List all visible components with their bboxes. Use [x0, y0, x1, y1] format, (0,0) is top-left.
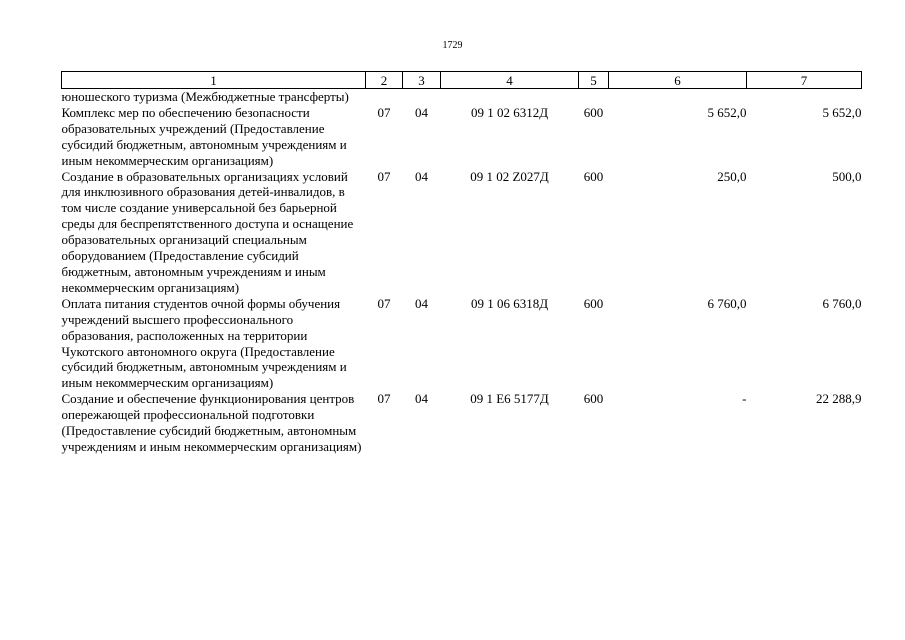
column-header: 4: [441, 72, 579, 89]
row-amount-col6: [609, 89, 747, 105]
row-subsection: 04: [415, 391, 428, 407]
row-subsection: 04: [415, 104, 428, 120]
row-target-code: 09 1 02 Z027Д: [470, 168, 549, 184]
row-subsection: 04: [415, 295, 428, 311]
column-header: 6: [609, 72, 747, 89]
row-amount-col6: 6 760,0: [707, 295, 747, 311]
row-target-code: 09 1 E6 5177Д: [470, 391, 549, 407]
row-subsection: 04: [415, 168, 428, 184]
row-expense-type: 600: [583, 295, 604, 311]
row-target-code: [441, 89, 579, 105]
budget-table: [61, 71, 862, 455]
row-target-code: 09 1 06 6318Д: [470, 295, 549, 311]
row-description: Комплекс мер по обеспечению безопасности образовательных учреждений (Предоставление субсидий бюджетным, автономным учреждениям и иным некоммерческим организациям): [61, 104, 347, 168]
row-section: 07: [377, 104, 391, 120]
row-section: 07: [377, 391, 391, 407]
row-description: юношеского туризма (Межбюджетные трансферты): [61, 89, 349, 104]
row-amount-col6: 5 652,0: [707, 104, 747, 120]
row-expense-type: 600: [583, 391, 604, 407]
row-section: 07: [377, 168, 391, 184]
table-row: [62, 89, 862, 105]
row-amount-col7: 500,0: [832, 168, 862, 184]
table-row: [62, 391, 862, 455]
table-row: [62, 105, 862, 169]
row-target-code: 09 1 02 6312Д: [470, 104, 549, 120]
row-description: Оплата питания студентов очной формы обучения учреждений высшего профессионального образования, расположенных на территории Чукотского автономного округа (Предоставление субсидий бюджетным, автономным учреждениям и иным некоммерческим организациям): [61, 295, 347, 391]
row-description: Создание и обеспечение функционирования центров опережающей профессиональной подготовки (Предоставление субсидий бюджетным, автономным учреждениям и иным некоммерческим организациям): [61, 391, 362, 454]
row-expense-type: 600: [583, 168, 604, 184]
row-amount-col6: -: [742, 391, 747, 407]
row-expense-type: [579, 89, 609, 105]
column-header: 3: [403, 72, 441, 89]
row-section: [366, 89, 403, 105]
row-amount-col7: 5 652,0: [822, 104, 862, 120]
page-number: 1729: [442, 40, 463, 51]
row-amount-col7: 6 760,0: [822, 295, 862, 311]
table-row: [62, 169, 862, 296]
column-header: 1: [62, 72, 366, 89]
row-subsection: [403, 89, 441, 105]
column-header: 5: [579, 72, 609, 89]
column-header: 2: [366, 72, 403, 89]
row-section: 07: [377, 295, 391, 311]
table-header-row: [62, 72, 862, 89]
row-expense-type: 600: [583, 104, 604, 120]
column-header: 7: [747, 72, 862, 89]
table-row: [62, 296, 862, 391]
row-description: Создание в образовательных организациях условий для инклюзивного образования детей-инвалидов, в том числе создание универсальной без барьерной среды для беспрепятственного доступа и оснащение образовательных организаций специальным оборудованием (Предоставление субсидий бюджетным, автономным учреждениям и иным некоммерческим организациям): [61, 168, 354, 295]
row-amount-col6: 250,0: [717, 168, 747, 184]
row-amount-col7: [747, 89, 862, 105]
row-amount-col7: 22 288,9: [816, 391, 862, 407]
